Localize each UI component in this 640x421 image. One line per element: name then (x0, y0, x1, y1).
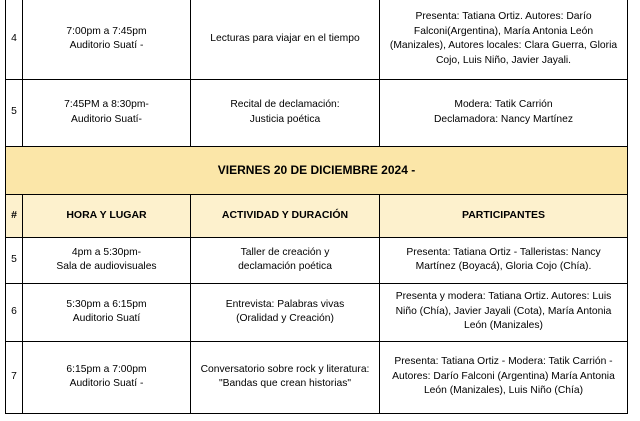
row-number: 4 (6, 0, 23, 79)
row-number: 5 (6, 79, 23, 146)
activity-text: "Bandas que crean historias" (218, 378, 352, 389)
activity-text: Lecturas para viajar en el tiempo (210, 33, 360, 45)
schedule-row (6, 79, 628, 146)
schedule-row (6, 237, 628, 283)
header-row (6, 194, 628, 237)
schedule-row (6, 0, 628, 79)
time-text: 7:00pm a 7:45pm (66, 25, 147, 37)
time-place-cell (23, 341, 191, 413)
time-text: 4pm a 5:30pm- (71, 246, 142, 258)
participants-cell (380, 79, 628, 146)
participants-line: Presenta: Tatiana Ortiz - Modera: Tatik Carrión - (394, 356, 613, 368)
header-participants: PARTICIPANTES (380, 194, 628, 237)
place-text: Auditorio Suatí - (69, 40, 144, 52)
schedule-table (5, 0, 628, 414)
row-number: 5 (6, 237, 23, 283)
time-place-cell (23, 283, 191, 341)
activity-text: Justicia poética (249, 113, 321, 125)
time-place-cell (23, 0, 191, 79)
participants-cell (380, 283, 628, 341)
participants-line: Modera: Tatik Carrión (454, 99, 553, 111)
schedule-row (6, 283, 628, 341)
participants-cell (380, 341, 628, 413)
participants-line: León (Manizales) (464, 320, 543, 332)
place-text: Auditorio Suatí- (71, 113, 142, 125)
time-place-cell (23, 79, 191, 146)
place-text: Sala de audiovisuales (56, 261, 157, 272)
participants-cell (380, 237, 628, 283)
participants-cell (380, 0, 628, 79)
participants-line: Falconi(Argentina), María Antonia León (413, 25, 594, 37)
row-number: 7 (6, 341, 23, 413)
time-text: 5:30pm a 6:15pm (66, 298, 147, 310)
time-place-cell (23, 237, 191, 283)
activity-cell (191, 79, 380, 146)
header-number: # (6, 194, 23, 237)
activity-text: Taller de creación y (240, 246, 330, 258)
place-text: Auditorio Suatí (72, 313, 141, 324)
day-heading: VIERNES 20 DE DICIEMBRE 2024 - (6, 146, 628, 194)
schedule-row (6, 341, 628, 413)
participants-line: Autores: Darío Falconi (Argentina) María Antonia (392, 370, 615, 382)
activity-cell (191, 0, 380, 79)
participants-line: Cojo, Luis Niño, Javier Jayali. (435, 54, 572, 66)
activity-text: declamación poética (238, 261, 332, 272)
participants-line: Presenta: Tatiana Ortiz. Autores: Darío (415, 11, 592, 23)
place-text: Auditorio Suatí - (69, 378, 144, 389)
header-activity: ACTIVIDAD Y DURACIÓN (191, 194, 380, 237)
activity-text: Entrevista: Palabras vivas (225, 298, 345, 310)
row-number: 6 (6, 283, 23, 341)
participants-line: (Manizales), Autores locales: Clara Guerra, Gloria (389, 40, 618, 52)
activity-text: Recital de declamación: (230, 99, 340, 111)
participants-line: Presenta: Tatiana Ortiz - Talleristas: Nancy (406, 246, 601, 258)
activity-cell (191, 237, 380, 283)
participants-line: Declamadora: Nancy Martínez (433, 113, 574, 125)
activity-text: (Oralidad y Creación) (236, 313, 334, 324)
activity-text: Conversatorio sobre rock y literatura: (200, 363, 370, 375)
time-text: 6:15pm a 7:00pm (66, 363, 147, 375)
header-time-place: HORA Y LUGAR (23, 194, 191, 237)
day-heading-row (6, 146, 628, 194)
activity-cell (191, 341, 380, 413)
participants-line: León (Manizales), Luis Niño (Chía) (423, 385, 584, 397)
participants-line: Presenta y modera: Tatiana Ortiz. Autores: Luis (395, 291, 612, 303)
participants-line: Niño (Chía), Javier Jayali (Cota), María Antonia (395, 305, 612, 317)
time-text: 7:45PM a 8:30pm- (64, 99, 149, 111)
activity-cell (191, 283, 380, 341)
participants-line: Martínez (Boyacá), Gloria Cojo (Chía). (415, 261, 592, 272)
